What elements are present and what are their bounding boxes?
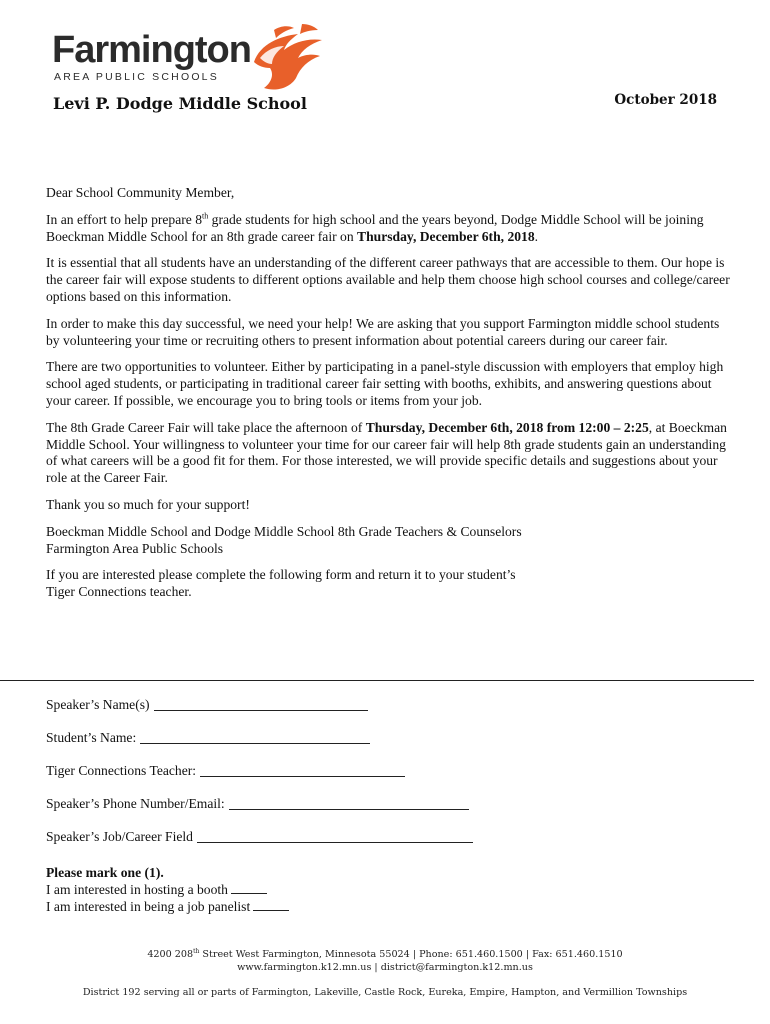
student-name-label: Student’s Name: xyxy=(46,730,137,745)
phone-email-input[interactable] xyxy=(229,796,469,810)
signature-block: Boeckman Middle School and Dodge Middle School 8th Grade Teachers & Counselors Farmington Area Public Schools xyxy=(46,523,522,556)
school-name: Levi P. Dodge Middle School xyxy=(53,94,307,113)
speaker-names-input[interactable] xyxy=(154,697,368,711)
salutation: Dear School Community Member, xyxy=(46,185,235,200)
booth-option-blank[interactable] xyxy=(231,881,267,894)
speaker-names-label: Speaker’s Name(s) xyxy=(46,697,150,712)
phone-email-label: Speaker’s Phone Number/Email: xyxy=(46,796,225,811)
job-field-input[interactable] xyxy=(197,829,473,843)
student-name-field xyxy=(46,730,736,763)
booth-option xyxy=(46,881,736,898)
speaker-names-field xyxy=(46,697,736,730)
job-field-field xyxy=(46,829,736,862)
thanks-line: Thank you so much for your support! xyxy=(46,496,250,512)
footer-district-line: District 192 serving all or parts of Farmington, Lakeville, Castle Rock, Eureka, Empire, Hampton, and Vermillion Townships xyxy=(82,987,688,998)
letter-body xyxy=(46,185,736,611)
panelist-option xyxy=(46,898,736,915)
tiger-flame-icon xyxy=(246,22,328,94)
footer-web-email: www.farmington.k12.mn.us | district@farmington.k12.mn.us xyxy=(237,962,533,973)
opportunities-paragraph: There are two opportunities to volunteer. Either by participating in a panel-style discussion with employers that employ high school aged students, or participating in traditional career fair setting with booths, exhibits, and answering questions about your career. If possible, we encourage you to bring tools or items from your job. xyxy=(46,359,724,408)
event-details-paragraph: The 8th Grade Career Fair will take place the afternoon of Thursday, December 6th, 2018 from 12:00 – 2:25, at Boeckman Middle School. Your willingness to volunteer your time for our career fair will help 8th grade students gain an understanding of what careers will be a good fit for them. For those interested, we will provide specific details and suggestions about your role at the Career Fair. xyxy=(46,419,727,486)
teacher-label: Tiger Connections Teacher: xyxy=(46,763,197,778)
district-logo xyxy=(52,30,251,83)
mark-one-section xyxy=(46,864,736,915)
job-field-label: Speaker’s Job/Career Field xyxy=(46,829,193,844)
teacher-input[interactable] xyxy=(200,763,405,777)
mark-one-heading: Please mark one (1). xyxy=(46,865,164,880)
panelist-option-label: I am interested in being a job panelist xyxy=(46,899,251,914)
logo-name: Farmington xyxy=(52,29,251,71)
volunteer-form xyxy=(46,697,736,915)
help-paragraph: In order to make this day successful, we need your help! We are asking that you support Farmington middle school students by volunteering your time or recruiting others to present information about potential careers during our career fair. xyxy=(46,315,720,348)
cut-line-divider xyxy=(0,680,754,681)
logo-tagline: AREA PUBLIC SCHOOLS xyxy=(54,71,219,83)
pathways-paragraph: It is essential that all students have an understanding of the different career pathways that are accessible to them. Our hope is the career fair will expose students to different options available and help them choose high school courses and college/career options based on this information. xyxy=(46,255,730,304)
return-instructions: If you are interested please complete the following form and return it to your student’s Tiger Connections teacher. xyxy=(46,567,516,600)
student-name-input[interactable] xyxy=(140,730,370,744)
teacher-field xyxy=(46,763,736,796)
letter-date: October 2018 xyxy=(614,92,717,108)
panelist-option-blank[interactable] xyxy=(253,898,289,911)
footer-address: 4200 208th Street West Farmington, Minnesota 55024 | Phone: 651.460.1500 | Fax: 651.460.1510 xyxy=(147,948,623,961)
phone-email-field xyxy=(46,796,736,829)
intro-paragraph: In an effort to help prepare 8th grade students for high school and the years beyond, Dodge Middle School will be joining Boeckman Middle School for an 8th grade career fair on Thursday, December 6th, 2018. xyxy=(46,211,704,244)
booth-option-label: I am interested in hosting a booth xyxy=(46,882,228,897)
